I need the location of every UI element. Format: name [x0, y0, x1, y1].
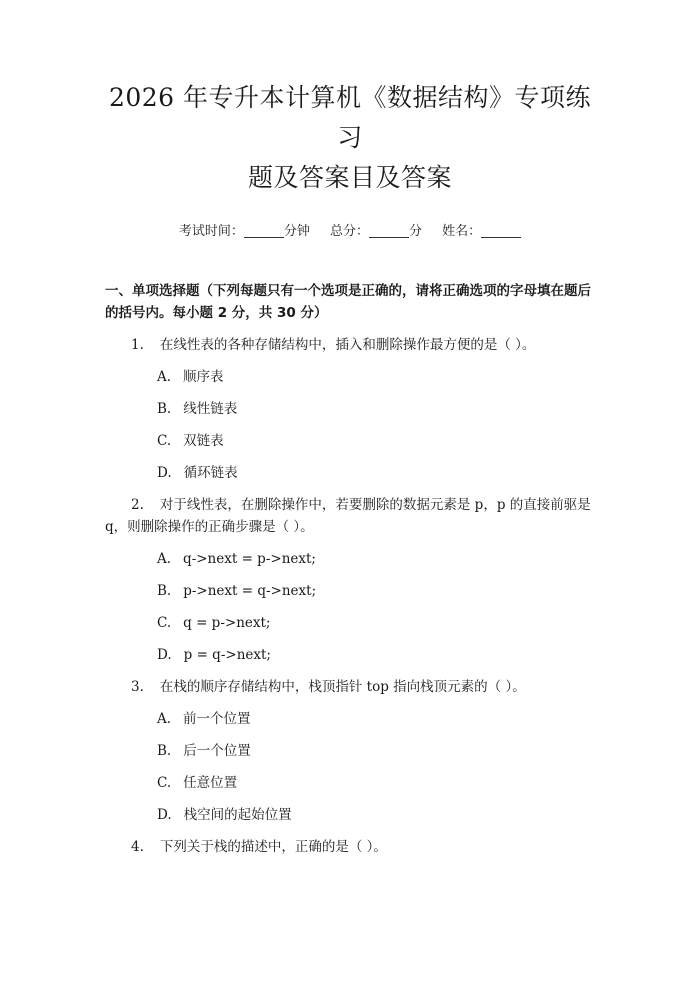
question-text: 在线性表的各种存储结构中，插入和删除操作最方便的是（ ）。	[159, 337, 536, 353]
question-text: 下列关于栈的描述中，正确的是（ ）。	[159, 839, 387, 855]
question-list	[105, 334, 595, 858]
exam-score	[330, 224, 422, 239]
option-text: 前一个位置	[183, 711, 251, 727]
option-c	[157, 612, 595, 634]
option-letter: D.	[157, 807, 172, 823]
name-label: 姓名：	[442, 224, 482, 239]
option-text: 栈空间的起始位置	[183, 807, 292, 823]
question-3	[105, 676, 595, 698]
document-title	[105, 78, 595, 198]
option-d	[157, 804, 595, 826]
title-line-1: 2026 年专升本计算机《数据结构》专项练习	[108, 83, 592, 152]
option-letter: C.	[157, 775, 172, 791]
option-text: 后一个位置	[183, 743, 251, 759]
question-text: 在栈的顺序存储结构中，栈顶指针 top 指向栈顶元素的（ ）。	[159, 679, 526, 695]
section-heading: 一、单项选择题（下列每题只有一个选项是正确的，请将正确选项的字母填在题后的括号内。每小题 2 分，共 30 分）	[105, 283, 591, 321]
option-d	[157, 462, 595, 484]
option-text: q = p->next;	[183, 615, 271, 631]
option-text: 线性链表	[183, 401, 238, 417]
time-unit: 分钟	[283, 224, 310, 239]
question-number: 2.	[131, 497, 144, 513]
option-text: 双链表	[183, 433, 224, 449]
exam-time	[179, 224, 310, 239]
title-line-2: 题及答案目及答案	[247, 163, 452, 192]
option-b	[157, 740, 595, 762]
option-text: 循环链表	[183, 465, 238, 481]
option-letter: C.	[157, 615, 172, 631]
exam-meta	[105, 222, 595, 242]
option-text: p = q->next;	[183, 647, 271, 663]
score-unit: 分	[409, 224, 423, 239]
question-number: 3.	[131, 679, 144, 695]
question-number: 1.	[131, 337, 144, 353]
option-letter: C.	[157, 433, 172, 449]
option-letter: B.	[157, 401, 172, 417]
option-a	[157, 708, 595, 730]
option-letter: A.	[157, 369, 172, 385]
score-label: 总分：	[329, 224, 369, 239]
option-a	[157, 548, 595, 570]
option-text: p->next = q->next;	[183, 583, 317, 599]
question-2	[105, 494, 595, 538]
name-blank	[481, 223, 521, 238]
option-letter: A.	[157, 551, 172, 567]
option-b	[157, 580, 595, 602]
option-b	[157, 398, 595, 420]
document-page	[0, 78, 700, 983]
option-letter: D.	[157, 465, 172, 481]
option-d	[157, 644, 595, 666]
option-c	[157, 772, 595, 794]
question-number: 4.	[131, 839, 144, 855]
exam-name	[442, 224, 521, 239]
option-text: q->next = p->next;	[183, 551, 316, 567]
time-blank	[244, 223, 284, 238]
option-letter: B.	[157, 583, 172, 599]
option-letter: B.	[157, 743, 172, 759]
score-blank	[369, 223, 409, 238]
question-4	[105, 836, 595, 858]
time-label: 考试时间：	[178, 224, 244, 239]
option-text: 任意位置	[183, 775, 238, 791]
question-1	[105, 334, 595, 356]
option-a	[157, 366, 595, 388]
option-letter: D.	[157, 647, 172, 663]
option-letter: A.	[157, 711, 172, 727]
question-text: 对于线性表，在删除操作中，若要删除的数据元素是 p，p 的直接前驱是 q，则删除操作的正确步骤是（ ）。	[105, 497, 591, 535]
option-c	[157, 430, 595, 452]
option-text: 顺序表	[183, 369, 224, 385]
